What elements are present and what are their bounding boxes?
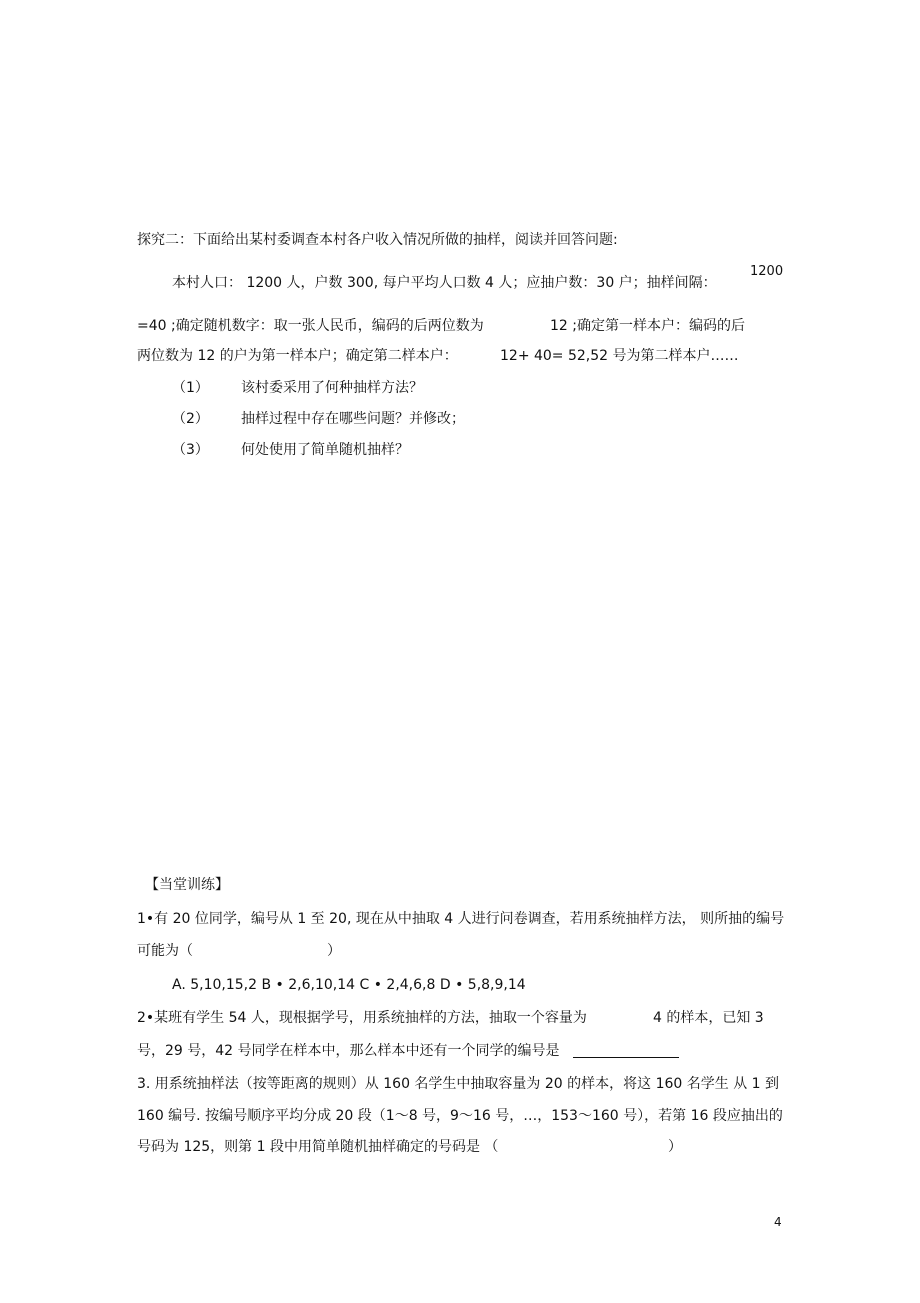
- question-3-number: （3）: [172, 442, 209, 458]
- explore2-line3b: 12+ 40= 52,52 号为第二样本户……: [500, 348, 739, 364]
- q1-line2a: 可能为（: [137, 943, 193, 959]
- q1-line1: 1•有 20 位同学，编号从 1 至 20, 现在从中抽取 4 人进行问卷调查，若用系统抽样方法， 则所抽的编号: [137, 911, 785, 927]
- question-2-number: （2）: [172, 411, 209, 427]
- explore2-line3a: 两位数为 12 的户为第一样本户；确定第二样本户：: [137, 348, 458, 364]
- fraction-numerator: 1200: [750, 264, 784, 279]
- page-number: 4: [774, 1215, 782, 1229]
- question-2-text: 抽样过程中存在哪些问题？并修改；: [241, 411, 465, 427]
- question-3-text: 何处使用了简单随机抽样？: [241, 442, 409, 458]
- training-heading: 【当堂训练】: [145, 877, 229, 893]
- q3-line1: 3. 用系统抽样法（按等距离的规则）从 160 名学生中抽取容量为 20 的样本，将这 160 名学生 从 1 到: [137, 1076, 780, 1092]
- q2-answer-blank[interactable]: [573, 1057, 679, 1058]
- question-1-text: 该村委采用了何种抽样方法？: [241, 380, 423, 396]
- q2-line1a: 2•某班有学生 54 人，现根据学号，用系统抽样的方法，抽取一个容量为: [137, 1010, 587, 1026]
- explore2-heading: 探究二：下面给出某村委调查本村各户收入情况所做的抽样，阅读并回答问题:: [137, 232, 618, 248]
- q3-line3b: ）: [668, 1139, 682, 1155]
- q3-line3a: 号码为 125，则第 1 段中用简单随机抽样确定的号码是 （: [137, 1139, 499, 1155]
- q3-line2: 160 编号. 按编号顺序平均分成 20 段（1～8 号，9～16 号，…，153～160 号），若第 16 段应抽出的: [137, 1108, 783, 1124]
- question-1-number: （1）: [172, 380, 209, 396]
- q1-line2b: ）: [327, 943, 341, 959]
- q2-line2: 号，29 号，42 号同学在样本中，那么样本中还有一个同学的编号是: [137, 1043, 560, 1059]
- explore2-line1: 本村人口： 1200 人，户数 300, 每户平均人口数 4 人；应抽户数：30 户；抽样间隔：: [172, 275, 717, 291]
- explore2-line2a: =40 ;确定随机数字：取一张人民币，编码的后两位数为: [137, 318, 484, 334]
- q2-line1b: 4 的样本，已知 3: [653, 1010, 764, 1026]
- q1-options: A. 5,10,15,2 B • 2,6,10,14 C • 2,4,6,8 D • 5,8,9,14: [172, 977, 526, 993]
- explore2-line2b: 12 ;确定第一样本户：编码的后: [550, 318, 745, 334]
